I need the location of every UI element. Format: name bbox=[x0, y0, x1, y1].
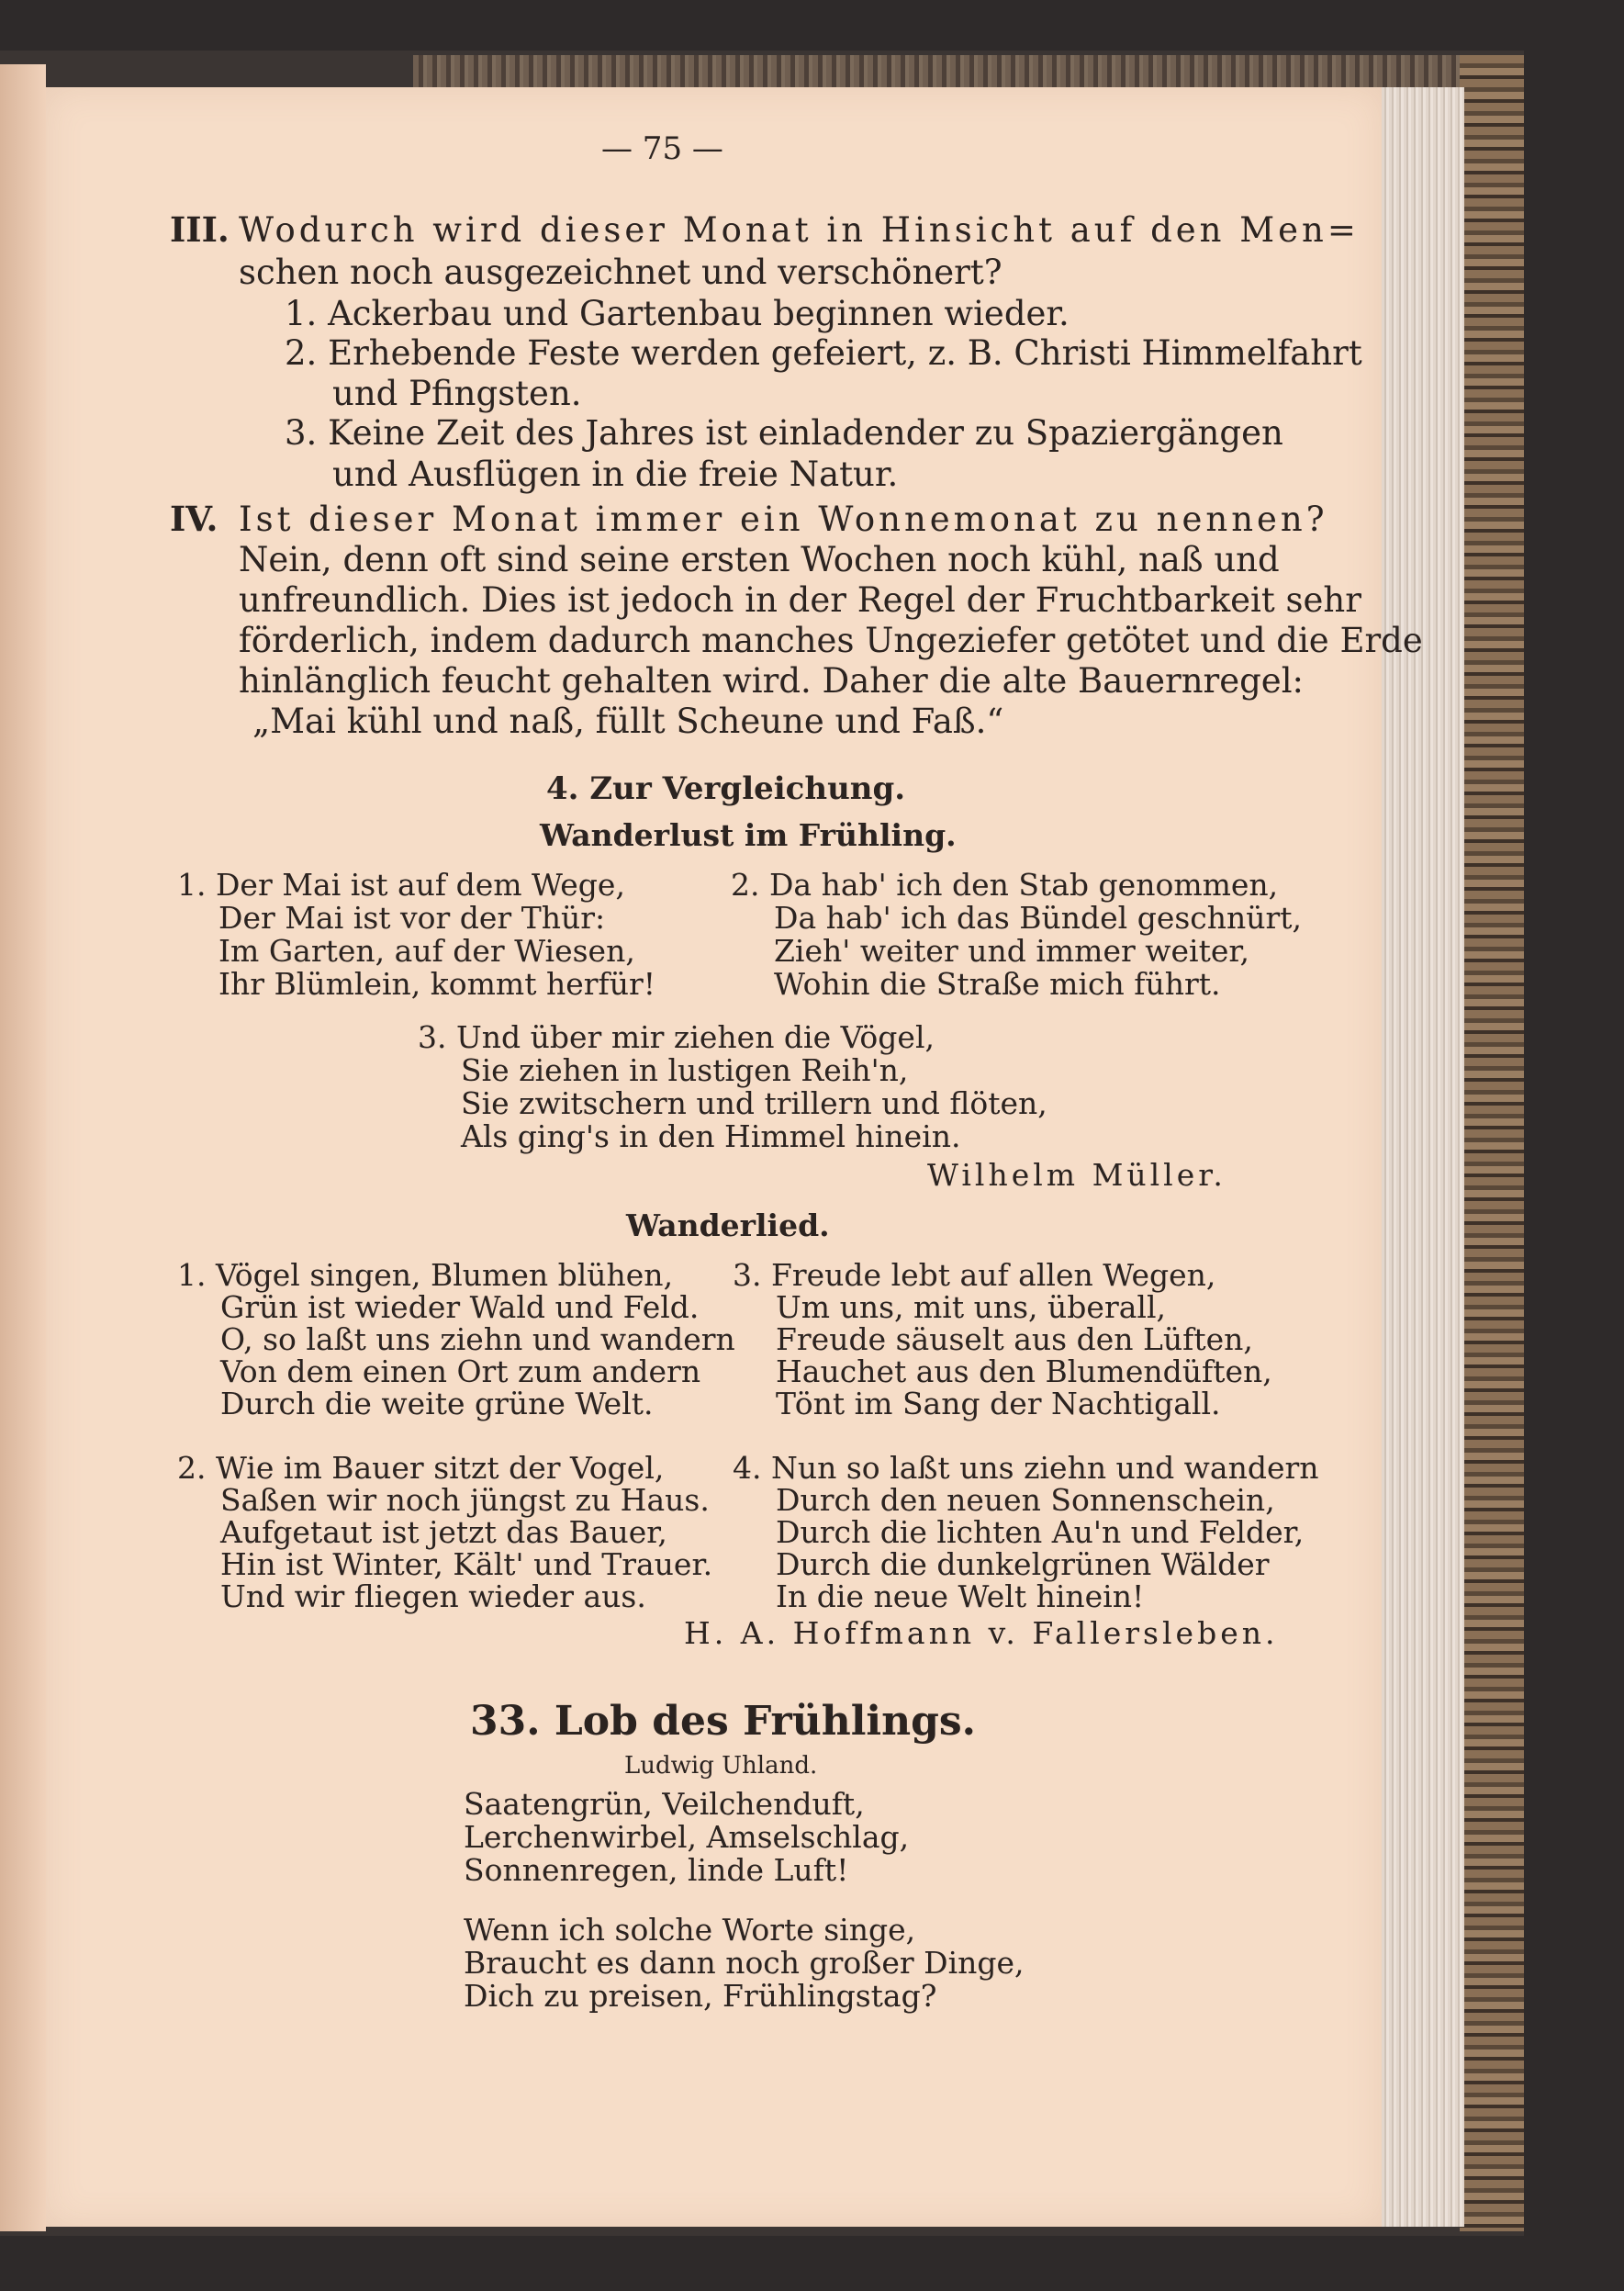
answer-line: 2. Erhebende Feste werden gefeiert, z. B. Christi Himmelfahrt bbox=[285, 333, 1362, 373]
verse-line: Hin ist Winter, Kält' und Trauer. bbox=[220, 1546, 713, 1582]
body-line: förderlich, indem dadurch manches Ungeziefer getötet und die Erde bbox=[239, 621, 1423, 660]
answer-line: 3. Keine Zeit des Jahres ist einladender zu Spaziergängen bbox=[285, 413, 1283, 453]
answer-line: 1. Ackerbau und Gartenbau beginnen wieder. bbox=[285, 294, 1070, 333]
verse-line: Saßen wir noch jüngst zu Haus. bbox=[220, 1482, 710, 1518]
verse-line: Zieh' weiter und immer weiter, bbox=[774, 933, 1250, 969]
verse-line: Saatengrün, Veilchenduft, bbox=[464, 1786, 865, 1822]
section-numeral: III. bbox=[170, 209, 230, 250]
question-line: Ist dieser Monat immer ein Wonnemonat zu nennen? bbox=[239, 500, 1328, 539]
page-stack-edges bbox=[1382, 87, 1464, 2227]
poem-author: Wilhelm Müller. bbox=[927, 1157, 1226, 1193]
verse-line: Da hab' ich das Bündel geschnürt, bbox=[774, 900, 1303, 936]
body-line: Nein, denn oft sind seine ersten Wochen noch kühl, naß und bbox=[239, 540, 1280, 579]
verse-line: Als ging's in den Himmel hinein. bbox=[461, 1118, 961, 1154]
verse-line: 3. Freude lebt auf allen Wegen, bbox=[733, 1257, 1216, 1293]
verse-line: Grün ist wieder Wald und Feld. bbox=[220, 1289, 700, 1325]
verse-line: Von dem einen Ort zum andern bbox=[220, 1353, 701, 1389]
verse-line: 1. Der Mai ist auf dem Wege, bbox=[177, 867, 625, 903]
verse-line: Wohin die Straße mich führt. bbox=[774, 966, 1221, 1002]
verse-line: Freude säuselt aus den Lüften, bbox=[776, 1321, 1253, 1357]
verse-line: 1. Vögel singen, Blumen blühen, bbox=[177, 1257, 674, 1293]
verse-line: Sonnenregen, linde Luft! bbox=[464, 1852, 849, 1888]
poem-title: Wanderlied. bbox=[626, 1207, 830, 1243]
question-line: schen noch ausgezeichnet und verschönert? bbox=[239, 253, 1002, 292]
verse-line: Dich zu preisen, Frühlingstag? bbox=[464, 1978, 937, 2014]
page-number: — 75 — bbox=[601, 130, 723, 167]
section-heading: 4. Zur Vergleichung. bbox=[546, 770, 906, 807]
poem-title: 33. Lob des Frühlings. bbox=[470, 1698, 976, 1745]
verse-line: Durch die dunkelgrünen Wälder bbox=[776, 1546, 1270, 1582]
verse-line: Sie zwitschern und trillern und flöten, bbox=[461, 1085, 1047, 1121]
verse-line: 2. Da hab' ich den Stab genommen, bbox=[731, 867, 1279, 903]
verse-line: Tönt im Sang der Nachtigall. bbox=[776, 1386, 1221, 1421]
question-line: Wodurch wird dieser Monat in Hinsicht auf den Men= bbox=[239, 210, 1360, 250]
poem-author: H. A. Hoffmann v. Fallersleben. bbox=[684, 1615, 1279, 1651]
previous-page-edge bbox=[0, 64, 46, 2231]
verse-line: Wenn ich solche Worte singe, bbox=[464, 1912, 916, 1948]
book-edge-right bbox=[1460, 55, 1524, 2231]
verse-line: 4. Nun so laßt uns ziehn und wandern bbox=[733, 1450, 1319, 1486]
verse-line: Durch die weite grüne Welt. bbox=[220, 1386, 654, 1421]
section-numeral: IV. bbox=[170, 499, 218, 539]
verse-line: O, so laßt uns ziehn und wandern bbox=[220, 1321, 735, 1357]
verse-line: Hauchet aus den Blumendüften, bbox=[776, 1353, 1272, 1389]
answer-line: und Pfingsten. bbox=[332, 374, 582, 413]
verse-line: 3. Und über mir ziehen die Vögel, bbox=[418, 1019, 935, 1055]
verse-line: Durch den neuen Sonnenschein, bbox=[776, 1482, 1275, 1518]
answer-line: und Ausflügen in die freie Natur. bbox=[332, 455, 899, 494]
verse-line: Aufgetaut ist jetzt das Bauer, bbox=[220, 1514, 667, 1550]
poem-author: Ludwig Uhland. bbox=[624, 1752, 818, 1780]
verse-line: Durch die lichten Au'n und Felder, bbox=[776, 1514, 1305, 1550]
verse-line: Ihr Blümlein, kommt herfür! bbox=[218, 966, 656, 1002]
verse-line: Im Garten, auf der Wiesen, bbox=[218, 933, 635, 969]
verse-line: Der Mai ist vor der Thür: bbox=[218, 900, 606, 936]
verse-line: Braucht es dann noch großer Dinge, bbox=[464, 1945, 1025, 1981]
body-line: hinlänglich feucht gehalten wird. Daher die alte Bauernregel: bbox=[239, 661, 1304, 701]
verse-line: 2. Wie im Bauer sitzt der Vogel, bbox=[177, 1450, 665, 1486]
body-line: „Mai kühl und naß, füllt Scheune und Faß.“ bbox=[252, 702, 1004, 741]
verse-line: Um uns, mit uns, überall, bbox=[776, 1289, 1166, 1325]
body-line: unfreundlich. Dies ist jedoch in der Regel der Fruchtbarkeit sehr bbox=[239, 580, 1361, 620]
verse-line: Und wir fliegen wieder aus. bbox=[220, 1578, 646, 1614]
poem-title: Wanderlust im Frühling. bbox=[540, 817, 957, 853]
verse-line: Lerchenwirbel, Amselschlag, bbox=[464, 1819, 910, 1855]
verse-line: Sie ziehen in lustigen Reih'n, bbox=[461, 1052, 909, 1088]
verse-line: In die neue Welt hinein! bbox=[776, 1578, 1145, 1614]
